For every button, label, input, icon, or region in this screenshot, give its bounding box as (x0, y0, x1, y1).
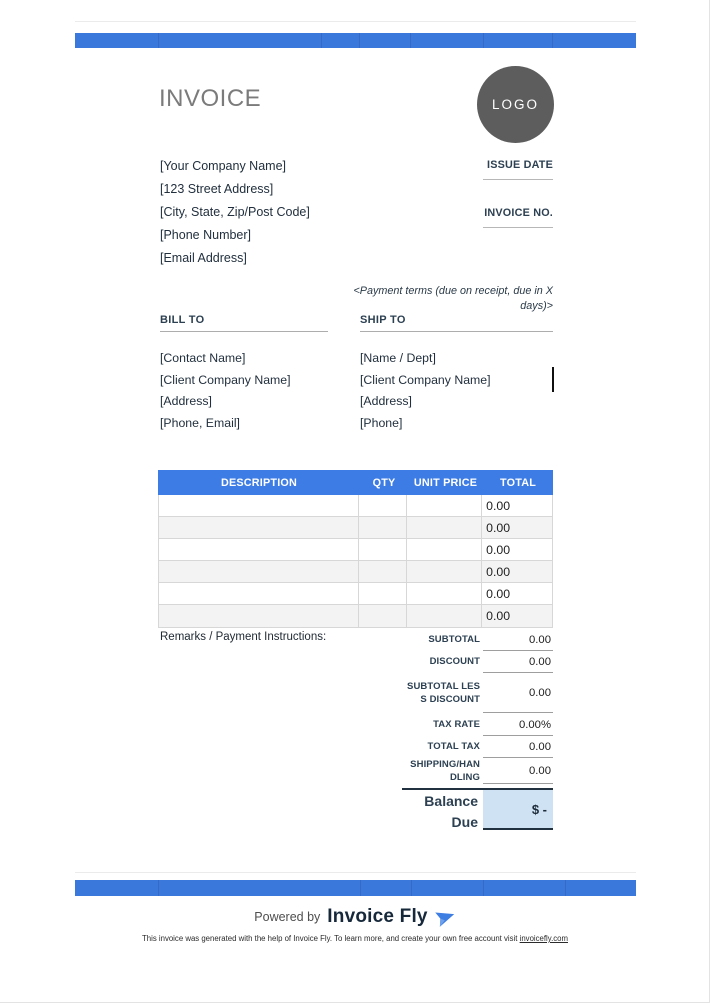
bill-to-underline (160, 331, 328, 332)
bar-divider (411, 880, 412, 896)
company-city[interactable]: [City, State, Zip/Post Code] (160, 205, 310, 219)
discount-label: DISCOUNT (429, 656, 480, 668)
cell-description[interactable] (159, 517, 359, 538)
cell-total[interactable]: 0.00 (486, 609, 511, 623)
table-row (159, 495, 552, 517)
cell-description[interactable] (159, 539, 359, 560)
subtotal-value[interactable]: 0.00 (483, 630, 553, 651)
invoice-no-field[interactable] (483, 227, 553, 228)
cell-description[interactable] (159, 561, 359, 582)
table-row (159, 605, 552, 627)
balance-bottom-border (483, 828, 553, 830)
bar-divider (360, 880, 361, 896)
table-row (159, 561, 552, 583)
line-items-table (158, 470, 553, 628)
footer-note (0, 934, 710, 943)
cell-total[interactable]: 0.00 (486, 520, 511, 535)
cell-total[interactable]: 0.00 (486, 586, 511, 601)
cell-qty[interactable] (359, 539, 407, 560)
cell-qty[interactable] (359, 583, 407, 604)
invoice-no-label: INVOICE NO. (484, 207, 553, 219)
tax-rate-label: TAX RATE (433, 719, 480, 731)
total-tax-value[interactable]: 0.00 (483, 737, 553, 758)
table-row (159, 517, 552, 539)
bar-divider (565, 880, 566, 896)
cell-unit-price[interactable] (407, 605, 482, 627)
page-title: INVOICE (159, 85, 262, 112)
tax-rate-value[interactable]: 0.00% (483, 715, 553, 736)
table-body (158, 495, 553, 628)
column-header-qty: QTY (372, 476, 396, 489)
bar-divider (359, 33, 360, 48)
totals-row-discount (407, 652, 553, 673)
ship-to-company[interactable]: [Client Company Name] (360, 372, 491, 387)
column-header-total: TOTAL (500, 476, 536, 489)
bill-to-address[interactable]: [Address] (160, 394, 212, 409)
bar-divider (483, 33, 484, 48)
cell-unit-price[interactable] (407, 583, 482, 604)
payment-terms-text[interactable]: <Payment terms (due on receipt, due in X days)> (353, 285, 553, 312)
cell-qty[interactable] (359, 561, 407, 582)
ship-to-name[interactable]: [Name / Dept] (360, 351, 436, 365)
totals-row-shipping (407, 759, 553, 784)
cell-qty[interactable] (359, 517, 407, 538)
bar-divider (483, 880, 484, 896)
company-street[interactable]: [123 Street Address] (160, 182, 274, 196)
balance-due-label: Balance Due (424, 793, 478, 830)
bar-divider (410, 33, 411, 48)
cell-total[interactable]: 0.00 (486, 564, 511, 579)
brand-name: Invoice Fly (327, 906, 428, 927)
column-header-unit-price: UNIT PRICE (413, 476, 478, 489)
cell-total[interactable]: 0.00 (486, 498, 511, 513)
totals-row-subtotal (407, 630, 553, 651)
totals-row-total-tax (407, 737, 553, 758)
footer-note-text: This invoice was generated with the help of Invoice Fly. To learn more, and create your own free account visit (141, 934, 520, 943)
bar-divider (552, 33, 553, 48)
company-info-block[interactable] (160, 155, 310, 270)
remarks-label[interactable]: Remarks / Payment Instructions: (160, 631, 327, 643)
cell-description[interactable] (159, 583, 359, 604)
bar-divider (158, 880, 159, 896)
company-phone[interactable]: [Phone Number] (160, 228, 252, 242)
total-tax-label: TOTAL TAX (427, 741, 480, 753)
bar-divider (158, 33, 159, 48)
ship-to-block[interactable] (360, 348, 491, 434)
cell-total[interactable]: 0.00 (486, 542, 511, 557)
logo-placeholder-label: LOGO (491, 97, 539, 112)
cell-qty[interactable] (359, 495, 407, 516)
bill-to-company[interactable]: [Client Company Name] (160, 372, 291, 387)
bill-to-phone-email[interactable]: [Phone, Email] (160, 415, 240, 430)
company-email[interactable]: [Email Address] (160, 251, 247, 265)
subtotal-less-discount-value[interactable]: 0.00 (483, 674, 553, 713)
bottom-gridline (75, 872, 636, 873)
company-name[interactable]: [Your Company Name] (160, 159, 286, 173)
totals-row-tax-rate (407, 715, 553, 736)
column-header-description: DESCRIPTION (221, 476, 297, 489)
issue-date-field[interactable] (483, 179, 553, 180)
powered-by-row (0, 906, 710, 928)
top-gridline (75, 21, 636, 22)
cell-unit-price[interactable] (407, 539, 482, 560)
cell-unit-price[interactable] (407, 495, 482, 516)
text-cursor (552, 367, 554, 392)
balance-due-value[interactable]: $ - (483, 790, 553, 828)
cell-description[interactable] (159, 495, 359, 516)
shipping-handling-value[interactable]: 0.00 (483, 759, 553, 784)
subtotal-label: SUBTOTAL (428, 634, 480, 646)
shipping-handling-label: SHIPPING/HANDLING (410, 759, 480, 783)
discount-value[interactable]: 0.00 (483, 652, 553, 673)
bill-to-block[interactable] (160, 348, 291, 434)
top-blue-bar (75, 33, 636, 48)
table-header-row (158, 470, 553, 495)
cell-description[interactable] (159, 605, 359, 627)
issue-date-label: ISSUE DATE (487, 159, 553, 171)
ship-to-label: SHIP TO (360, 314, 406, 326)
cell-unit-price[interactable] (407, 561, 482, 582)
invoicefly-link[interactable]: invoicefly.com (519, 934, 568, 943)
subtotal-less-discount-label: SUBTOTAL LESS DISCOUNT (407, 681, 480, 705)
table-row (159, 539, 552, 561)
bar-divider (321, 33, 322, 48)
powered-by-text: Powered by (254, 910, 321, 924)
logo-placeholder[interactable] (477, 66, 554, 143)
totals-row-subtotal-less-discount (407, 674, 553, 713)
bottom-blue-bar (75, 880, 636, 896)
paper-plane-icon (435, 907, 456, 927)
cell-qty[interactable] (359, 605, 407, 627)
ship-to-address[interactable]: [Address] (360, 394, 412, 409)
table-row (159, 583, 552, 605)
bill-to-contact[interactable]: [Contact Name] (160, 351, 246, 365)
cell-unit-price[interactable] (407, 517, 482, 538)
bill-to-label: BILL TO (160, 314, 205, 326)
ship-to-underline (360, 331, 553, 332)
ship-to-phone[interactable]: [Phone] (360, 415, 403, 430)
